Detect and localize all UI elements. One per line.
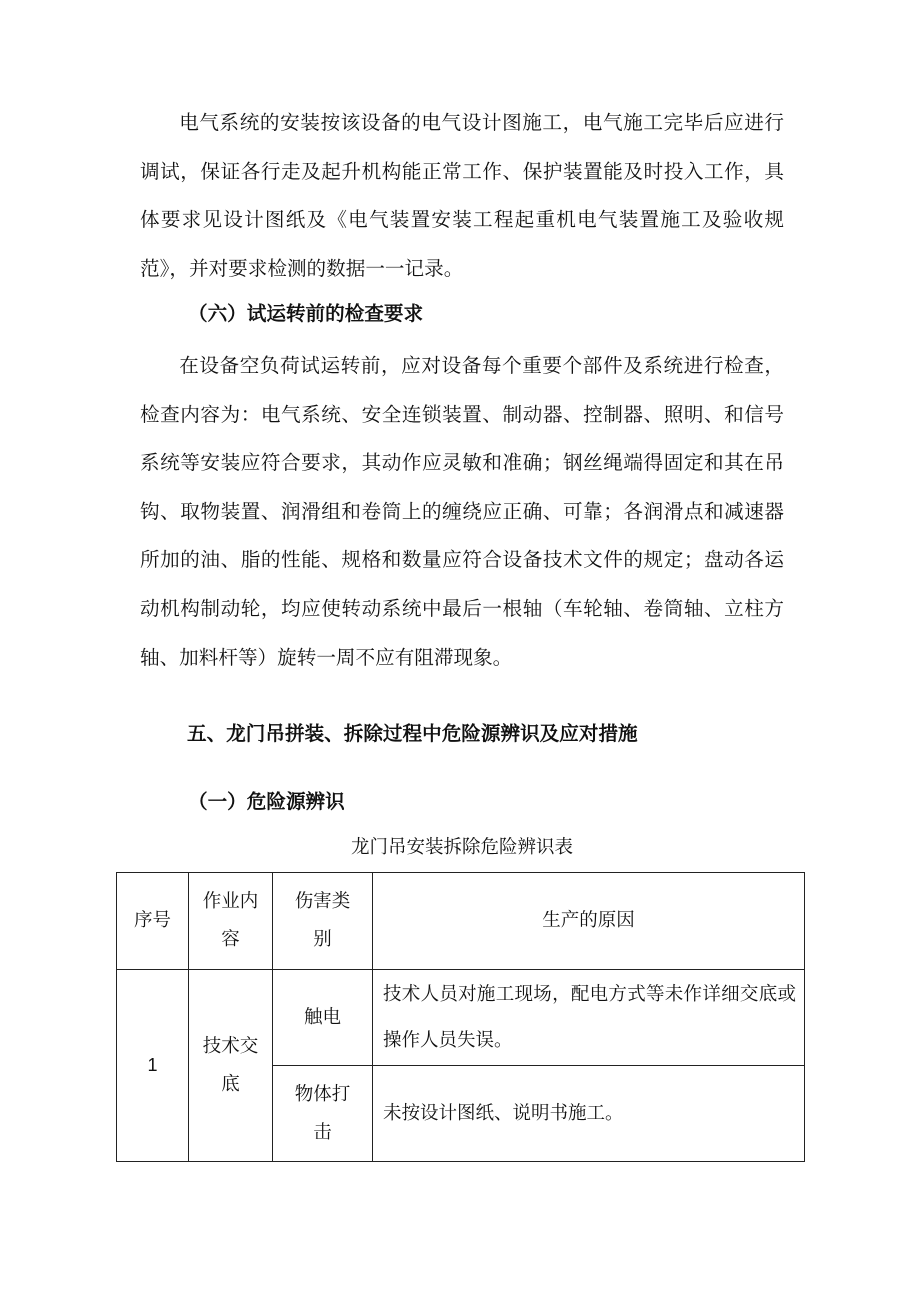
seq-value: 1 (147, 1055, 158, 1075)
cell-seq (117, 970, 189, 1162)
cell-cause (373, 1066, 805, 1162)
cell-type (273, 970, 373, 1066)
paragraph-inspection-requirements: 在设备空负荷试运转前，应对设备每个重要个部件及系统进行检查，检查内容为：电气系统、安全连锁装置、制动器、控制器、照明、和信号系统等安装应符合要求，其动作应灵敏和准确；钢丝绳端得固定和其在吊钩、取物装置、润滑组和卷筒上的缠绕应正确、可靠；各润滑点和减速器所加的油、脂的性能、规格和数量应符合设备技术文件的规定；盘动各运动机构制动轮，均应使转动系统中最后一根轴（车轮轴、卷筒轴、立柱方轴、加料杆等）旋转一周不应有阻滞现象。 (140, 354, 784, 669)
table-caption: 龙门吊安装拆除危险辨识表 (350, 837, 573, 858)
table-row (117, 970, 805, 1066)
cell-cause (373, 970, 805, 1066)
cell-type (273, 1066, 373, 1162)
type-value: 物体打击 (294, 1083, 351, 1143)
work-value: 技术交底 (202, 1035, 259, 1095)
header-type (273, 873, 373, 970)
cause-value: 技术人员对施工现场，配电方式等未作详细交底或操作人员失误。 (383, 983, 796, 1051)
cell-work (189, 970, 273, 1162)
type-value: 触电 (303, 1006, 341, 1028)
header-seq-label: 序号 (133, 910, 171, 931)
cause-value: 未按设计图纸、说明书施工。 (383, 1102, 624, 1124)
heading-hazard-section: 五、龙门吊拼装、拆除过程中危险源辨识及应对措施 (187, 722, 638, 745)
header-work-label: 作业内容 (202, 891, 259, 950)
table-header-row (117, 873, 805, 970)
header-seq (117, 873, 189, 970)
header-work (189, 873, 273, 970)
heading-hazard-identification: （一）危险源辨识 (188, 790, 345, 813)
header-cause-label: 生产的原因 (542, 910, 635, 931)
header-cause (373, 873, 805, 970)
heading-pre-trial-inspection: （六）试运转前的检查要求 (188, 302, 424, 325)
header-type-label: 伤害类别 (294, 891, 351, 950)
hazard-identification-table (116, 872, 805, 1162)
paragraph-electrical-installation: 电气系统的安装按该设备的电气设计图施工，电气施工完毕后应进行调试，保证各行走及起升机构能正常工作、保护装置能及时投入工作，具体要求见设计图纸及《电气装置安装工程起重机电气装置施工及验收规范》，并对要求检测的数据一一记录。 (140, 111, 784, 280)
